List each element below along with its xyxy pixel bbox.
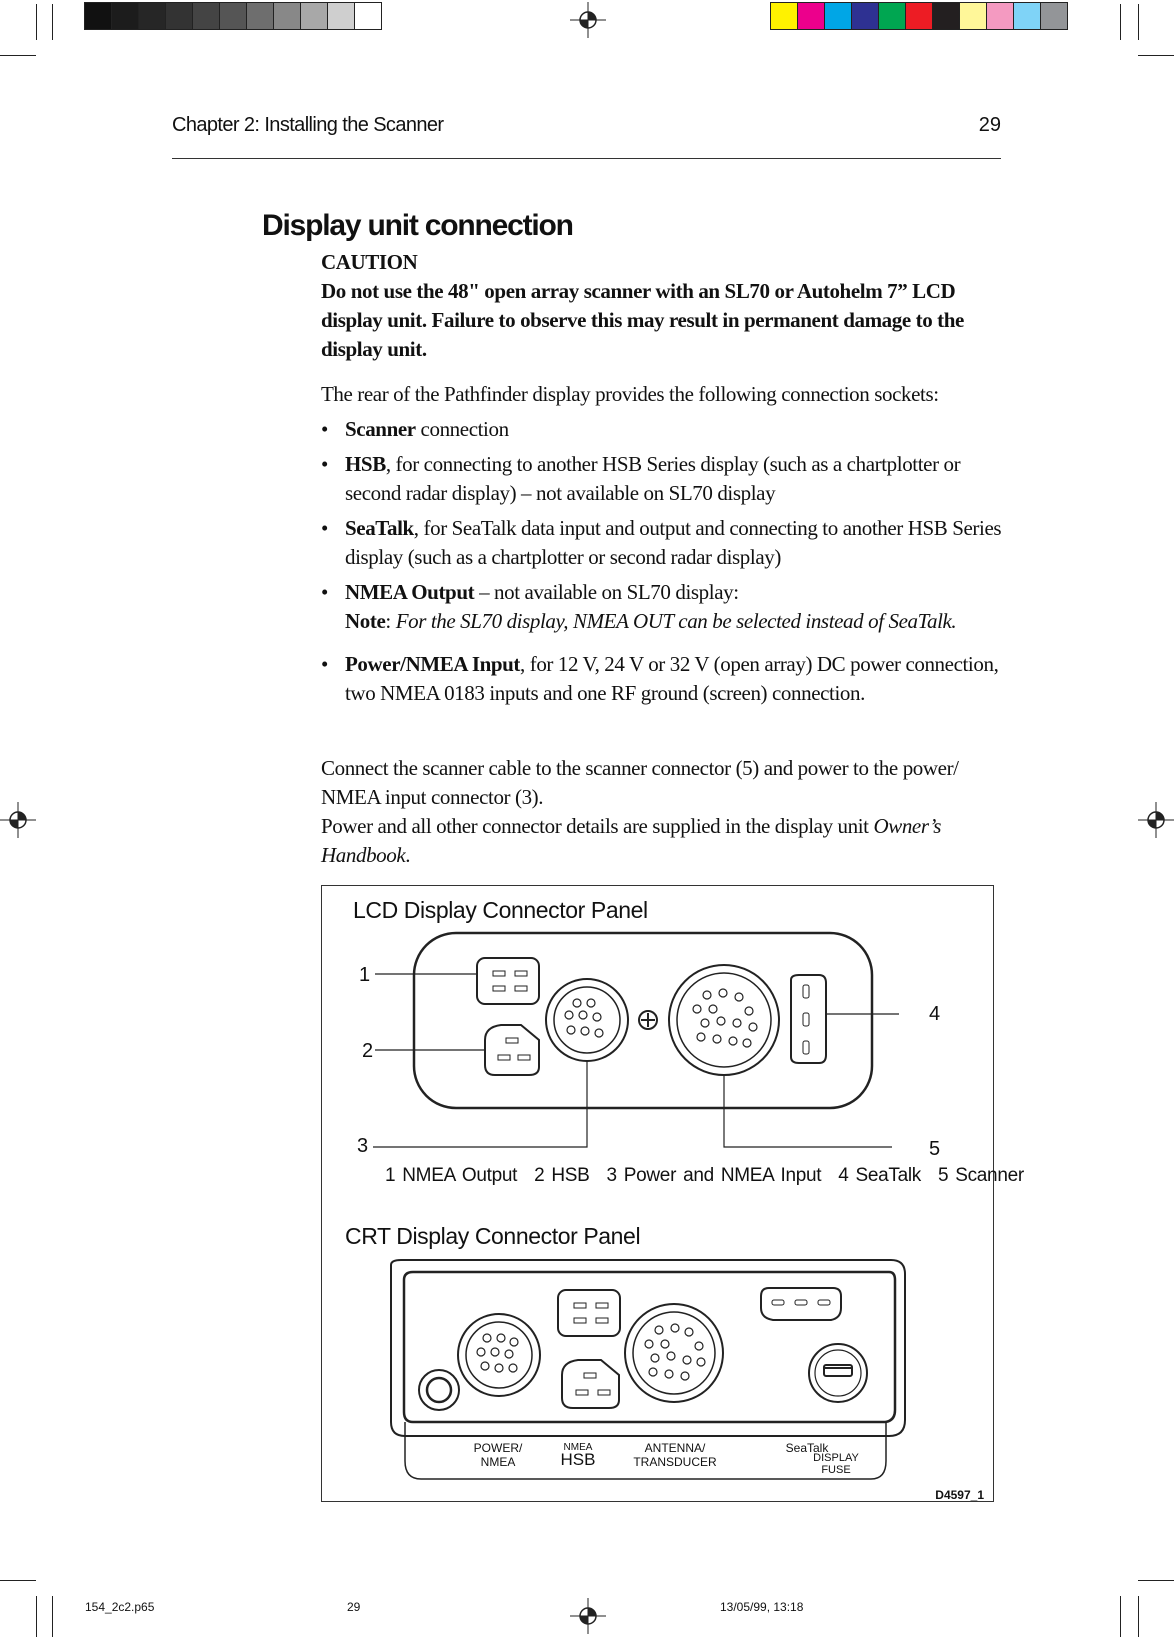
label-seatalk: SeaTalk (785, 1441, 829, 1455)
bullet-term: Scanner (345, 417, 416, 441)
list-item (321, 650, 1011, 708)
bullet-text: , for 12 V, 24 V or 32 V (open array) DC power connection, two NMEA 0183 inputs and one RF ground (screen) connection. (345, 652, 999, 705)
crop-mark (1138, 1596, 1139, 1637)
note-text: For the SL70 display, NMEA OUT can be selected instead of SeaTalk. (395, 609, 957, 633)
label-antenna: ANTENNA/ (644, 1441, 706, 1455)
connector-legend (385, 1165, 1034, 1187)
color-swatch (1014, 3, 1041, 29)
color-swatch (906, 3, 933, 29)
caution-label: CAUTION (321, 250, 418, 274)
color-swatch (220, 3, 247, 29)
figure-id: D4597_1 (935, 1488, 984, 1502)
label-transducer: TRANSDUCER (633, 1455, 717, 1469)
color-swatch (247, 3, 274, 29)
connect-line-2 (321, 812, 1001, 870)
label-nmea-small: NMEA (563, 1442, 593, 1453)
crop-mark (0, 1580, 36, 1581)
callout-4: 4 (929, 1003, 941, 1025)
header-rule (172, 158, 1001, 159)
connect-line-2-text: Power and all other connector details are supplied in the display unit (321, 814, 874, 838)
socket-list (321, 415, 1011, 708)
list-item: • NMEA Output – not available on SL70 display: Note: For the SL70 display, NMEA OUT can be selected instead of SeaTalk. (321, 578, 1011, 636)
crop-mark (1120, 4, 1121, 40)
label-display: DISPLAY (813, 1452, 859, 1464)
lcd-panel-title: LCD Display Connector Panel (353, 897, 648, 923)
lcd-connector-panel-diagram (321, 885, 994, 1185)
bullet-term: Power/NMEA Input (345, 652, 521, 676)
color-swatch (933, 3, 960, 29)
crop-mark (1138, 55, 1174, 56)
color-swatch (798, 3, 825, 29)
footer-datetime: 13/05/99, 13:18 (720, 1600, 804, 1614)
label-fuse: FUSE (821, 1464, 851, 1476)
crop-mark (52, 1596, 53, 1637)
list-item (321, 415, 1011, 444)
crop-mark (52, 4, 53, 40)
bullet-term: NMEA Output (345, 580, 475, 604)
color-swatch (112, 3, 139, 29)
color-swatch (274, 3, 301, 29)
crop-mark (1138, 1580, 1174, 1581)
label-antenna-transducer (627, 1441, 723, 1469)
registration-mark-icon (570, 1598, 606, 1634)
connect-line-2-end: . (405, 843, 411, 867)
crop-mark (36, 1596, 37, 1637)
crt-panel-title: CRT Display Connector Panel (345, 1223, 641, 1249)
color-swatch (355, 3, 381, 29)
chapter-title: Chapter 2: Installing the Scanner (172, 114, 444, 136)
bullet-text: , for connecting to another HSB Series display (such as a chartplotter or second radar display) – not available on SL70 display (345, 452, 961, 505)
label-hsb: HSB (560, 1450, 596, 1469)
color-swatch (301, 3, 328, 29)
color-swatch (1041, 3, 1067, 29)
legend-item: 3 Power and NMEA Input (606, 1165, 822, 1186)
crop-mark (1138, 4, 1139, 40)
crop-mark (0, 55, 36, 56)
legend-item: 5 Scanner (937, 1165, 1024, 1186)
intro-paragraph: The rear of the Pathfinder display provides the following connection sockets: (321, 382, 939, 406)
bullet-text: connection (415, 417, 509, 441)
handbook-title: Owner’s Handbook (321, 814, 942, 867)
legend-item: 4 SeaTalk (838, 1165, 921, 1186)
legend-item: 2 HSB (534, 1165, 590, 1186)
crop-mark (36, 4, 37, 40)
footer-page: 29 (347, 1600, 361, 1614)
list-item (321, 450, 1011, 508)
grey-calibration-bar (84, 2, 382, 30)
color-swatch (328, 3, 355, 29)
bullet-text: , for SeaTalk data input and output and connecting to another HSB Series display (such as a chartplotter or second radar display) (345, 516, 1002, 569)
color-swatch (193, 3, 220, 29)
callout-3: 3 (357, 1135, 369, 1157)
connect-line-1: Connect the scanner cable to the scanner connector (5) and power to the power/ NMEA input connector (3). (321, 756, 959, 809)
callout-5: 5 (929, 1138, 941, 1160)
color-swatch (852, 3, 879, 29)
color-swatch (825, 3, 852, 29)
label-display-fuse (810, 1452, 862, 1476)
callout-2: 2 (362, 1040, 374, 1062)
registration-mark-icon (570, 2, 606, 38)
registration-mark-icon (1138, 802, 1174, 838)
bullet-text: – not available on SL70 display: (474, 580, 739, 604)
callout-1: 1 (359, 964, 371, 986)
color-swatch (139, 3, 166, 29)
label-power: POWER/ (473, 1441, 523, 1455)
color-swatch (879, 3, 906, 29)
footer-file: 154_2c2.p65 (85, 1600, 155, 1614)
caution-text: Do not use the 48" open array scanner with an SL70 or Autohelm 7” LCD display unit. Failure to observe this may result in permanent damage to the display unit. (321, 279, 964, 361)
registration-mark-icon (0, 802, 36, 838)
section-heading: Display unit connection (262, 209, 573, 242)
label-nmea: NMEA (480, 1455, 516, 1469)
color-swatch (166, 3, 193, 29)
caution-block (321, 248, 1001, 364)
note-label: Note (345, 609, 386, 633)
label-power-nmea (472, 1441, 524, 1469)
connect-paragraph (321, 754, 1001, 870)
bullet-term: HSB (345, 452, 386, 476)
list-item (321, 514, 1011, 572)
color-swatch (960, 3, 987, 29)
crop-mark (1120, 1596, 1121, 1637)
page-number: 29 (978, 114, 1001, 136)
bullet-term: SeaTalk (345, 516, 414, 540)
color-swatch (85, 3, 112, 29)
legend-item: 1 NMEA Output (385, 1165, 518, 1186)
color-calibration-bar (770, 2, 1068, 30)
color-swatch (771, 3, 798, 29)
color-swatch (987, 3, 1014, 29)
